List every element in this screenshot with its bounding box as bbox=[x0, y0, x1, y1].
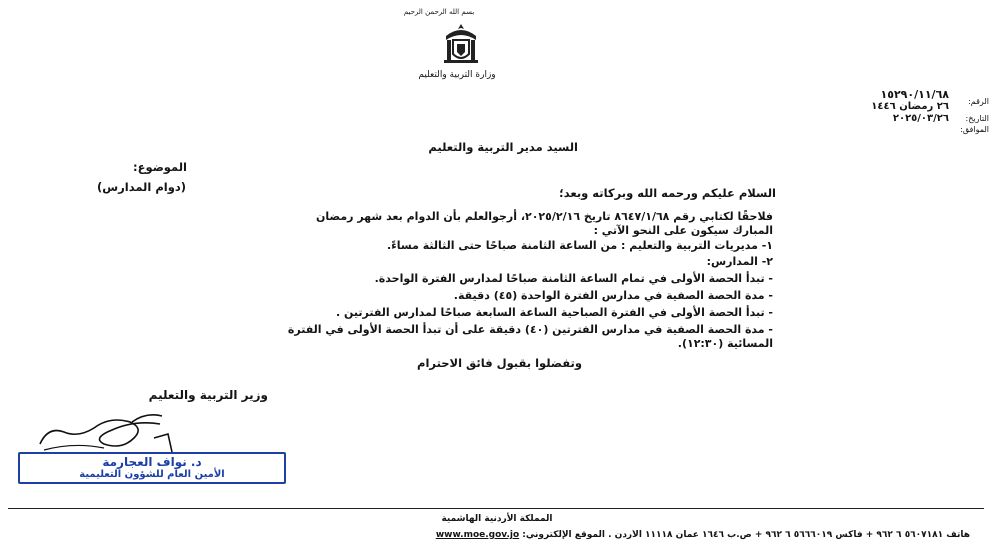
bullet-item: - مدة الحصة الصفية في مدارس الفترة الواحدة (٤٥) دقيقة. bbox=[453, 289, 773, 302]
ministry-name: وزارة التربية والتعليم bbox=[418, 70, 496, 80]
date-label: التاريخ: bbox=[965, 114, 989, 123]
list-item: ١- مديريات التربية والتعليم : من الساعة الثامنة صباحًا حتى الثالثة مساءً. bbox=[386, 239, 773, 252]
bullet-item: - تبدأ الحصة الأولى في الفترة الصباحية الساعة السابعة صباحًا لمدارس الفترتين . bbox=[335, 306, 773, 319]
hijri-date: ٢٦ رمضان ١٤٤٦ bbox=[871, 101, 949, 112]
greeting: السلام عليكم ورحمه الله وبركاته وبعد؛ bbox=[559, 186, 776, 200]
website-link[interactable]: www.moe.gov.jo bbox=[435, 530, 520, 540]
footer-organization: المملكة الأردنية الهاشمية bbox=[441, 514, 553, 524]
footer-divider bbox=[8, 508, 984, 509]
bullet-item-continuation: المسائية (١٢:٣٠). bbox=[677, 337, 773, 350]
subject-label: الموضوع: bbox=[133, 160, 187, 174]
contact-details: هاتف ٥٦٠٧١٨١ ٦ ٩٦٢ + فاكس ٥٦٦٦٠١٩ ٦ ٩٦٢ + ص.ب ١٦٤٦ عمان ١١١١٨ الأردن . الموقع الإلكتروني: bbox=[522, 530, 970, 540]
paragraph-line: المبارك سيكون على النحو الآتي : bbox=[593, 224, 773, 237]
list-item: ٢- المدارس: bbox=[706, 255, 773, 268]
stamp-title: الأمين العام للشؤون التعليمية bbox=[79, 469, 225, 480]
reference-number-label: الرقم: bbox=[968, 97, 989, 106]
bullet-item: - تبدأ الحصة الأولى في تمام الساعة الثامنة صباحًا لمدارس الفترة الواحدة. bbox=[374, 272, 773, 285]
recipient: السيد مدير التربية والتعليم bbox=[428, 140, 578, 154]
closing-line: وتفضلوا بقبول فائق الاحترام bbox=[417, 356, 582, 370]
footer-contact bbox=[36, 530, 970, 540]
bullet-item: - مدة الحصة الصفية في مدارس الفترتين (٤٠) دقيقة على أن تبدأ الحصة الأولى في الفترة bbox=[287, 323, 773, 336]
official-stamp bbox=[18, 452, 286, 484]
signer-title: وزير التربية والتعليم bbox=[148, 388, 268, 402]
gregorian-date: ٢٠٢٥/٠٣/٢٦ bbox=[892, 113, 949, 124]
reference-number: ١٥٢٩٠/١١/٦٨ bbox=[880, 88, 949, 101]
basmala-heading: بسم الله الرحمن الرحيم bbox=[403, 8, 475, 16]
correspond-label: الموافق: bbox=[960, 125, 989, 134]
subject-value: (دوام المدارس) bbox=[97, 180, 186, 194]
paragraph-line: فلاحقًا لكتابي رقم ٨٦٤٧/١/٦٨ تاريخ ٢٠٢٥/٢/١٦، أرجوالعلم بأن الدوام بعد شهر رمضان bbox=[316, 210, 773, 223]
stamp-name: د. نواف العجارمة bbox=[102, 455, 202, 469]
ministry-emblem-icon bbox=[436, 22, 486, 66]
